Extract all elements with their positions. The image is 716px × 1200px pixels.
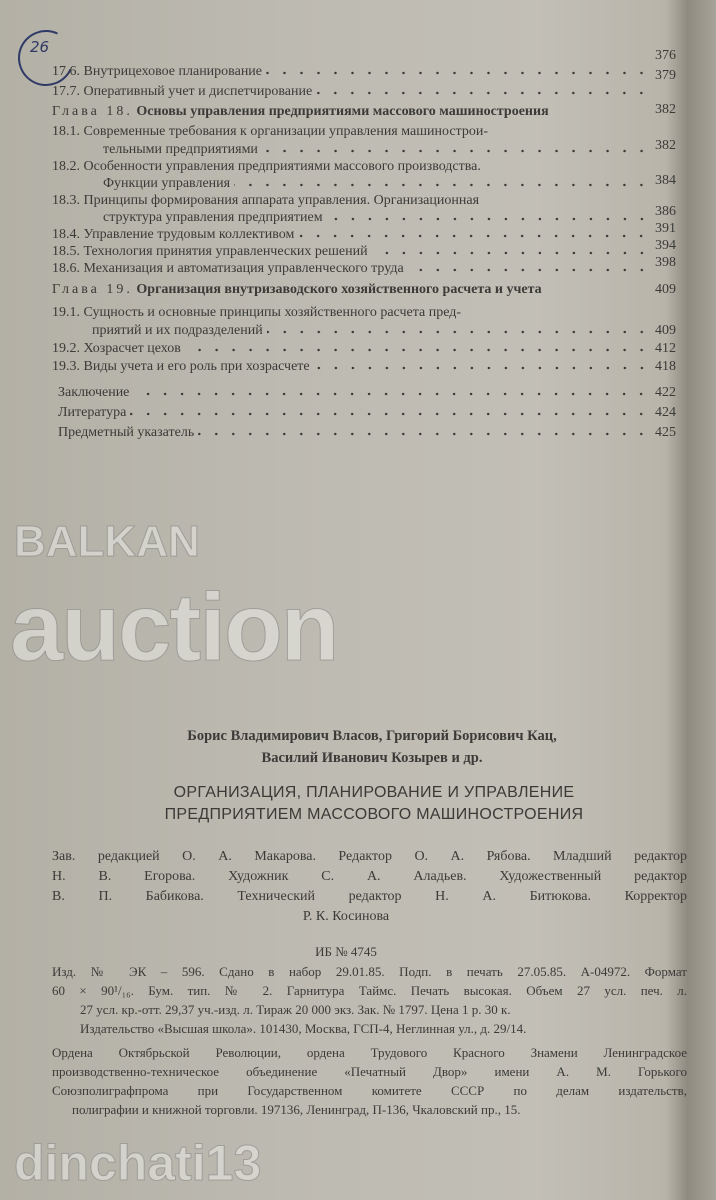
toc-entry-19-3: 19.3. Виды учета и его роль при хозрасчете — [52, 359, 650, 375]
book-title-line: ПРЕДПРИЯТИЕМ МАССОВОГО МАШИНОСТРОЕНИЯ — [164, 806, 584, 823]
toc-entry-19-2: 19.2. Хозрасчет цехов — [52, 341, 650, 357]
toc-entry-18-5: 18.5. Технология принятия управленческих решений — [52, 244, 650, 260]
handwritten-mark: 26 — [30, 38, 50, 56]
publication-line: 27 усл. кр.-отт. 29,37 уч.-изд. л. Тираж 20 000 экз. Зак. № 1797. Цена 1 р. 30 к. — [80, 1002, 511, 1017]
toc-entry-index: Предметный указатель — [58, 425, 650, 441]
toc-entry-19-1: 19.1. Сущность и основные принципы хозяйственного расчета пред- — [52, 305, 462, 320]
toc-entry-conclusion: Заключение — [58, 385, 650, 401]
page-number: 379 — [655, 68, 676, 83]
watermark-auction: auction — [10, 574, 338, 681]
printer-line: полиграфии и книжной торговли. 197136, Ленинград, П-136, Чкаловский пр., 15. — [72, 1102, 521, 1117]
page-number: 391 — [655, 221, 676, 236]
page-number: 424 — [655, 405, 676, 420]
toc-entry-17-7: 17.7. Оперативный учет и диспетчирование — [52, 84, 650, 100]
toc-chapter-18: Глава 18. Основы управления предприятиями массового машиностроения — [52, 104, 549, 119]
toc-entry-19-1-cont: приятий и их подразделений — [92, 323, 650, 339]
toc-entry-18-2-cont: Функции управления — [103, 176, 650, 192]
publication-line: Изд. № ЭК – 596. Сдано в набор 29.01.85. Подп. в печать 27.05.85. А-04972. Формат — [52, 964, 687, 979]
credits-line: Р. К. Косинова — [302, 909, 390, 924]
toc-entry-18-1: 18.1. Современные требования к организации управления машинострои- — [52, 124, 488, 139]
toc-entry-18-4: 18.4. Управление трудовым коллективом — [52, 227, 650, 243]
toc-entry-17-6: 17.6. Внутрицеховое планирование — [52, 64, 650, 80]
page-number: 398 — [655, 255, 676, 270]
page-number: 382 — [655, 138, 676, 153]
page-number: 418 — [655, 359, 676, 374]
ib-number: ИБ № 4745 — [315, 944, 377, 959]
page-number: 382 — [655, 102, 676, 117]
printer-line: Ордена Октябрьской Революции, ордена Трудового Красного Знамени Ленинградское — [52, 1045, 687, 1060]
credits-line: Н. В. Егорова. Художник С. А. Аладьев. Художественный редактор — [52, 869, 687, 884]
publication-line: 60 × 90¹/₁₆. Бум. тип. № 2. Гарнитура Таймс. Печать высокая. Объем 27 усл. печ. л. — [52, 983, 687, 998]
page-number: 422 — [655, 385, 676, 400]
page-number: 384 — [655, 173, 676, 188]
page-number: 412 — [655, 341, 676, 356]
printer-line: Союзполиграфпрома при Государственном комитете СССР по делам издательств, — [52, 1083, 687, 1098]
page-number: 394 — [655, 238, 676, 253]
toc-entry-18-6: 18.6. Механизация и автоматизация управленческого труда — [52, 261, 650, 277]
watermark-balkan: BALKAN — [14, 517, 200, 566]
toc-entry-18-3-cont: структура управления предприятием — [103, 210, 650, 226]
publication-line: Издательство «Высшая школа». 101430, Москва, ГСП-4, Неглинная ул., д. 29/14. — [80, 1021, 527, 1036]
toc-entry-18-1-cont: тельными предприятиями — [103, 142, 650, 158]
page-number: 376 — [655, 48, 676, 63]
toc-entry-18-2: 18.2. Особенности управления предприятиями массового производства. — [52, 159, 481, 174]
credits-line: Зав. редакцией О. А. Макарова. Редактор О. А. Рябова. Младший редактор — [52, 849, 687, 864]
page-number: 425 — [655, 425, 676, 440]
printer-line: производственно-техническое объединение «Печатный Двор» имени А. М. Горького — [52, 1064, 687, 1079]
toc-entry-literature: Литература — [58, 405, 650, 421]
toc-chapter-19: Глава 19. Организация внутризаводского хозяйственного расчета и учета — [52, 282, 542, 297]
authors-line: Василий Иванович Козырев и др. — [261, 750, 483, 766]
page-number: 386 — [655, 204, 676, 219]
credits-line: В. П. Бабикова. Технический редактор Н. А. Битюкова. Корректор — [52, 889, 687, 904]
book-title-line: ОРГАНИЗАЦИЯ, ПЛАНИРОВАНИЕ И УПРАВЛЕНИЕ — [173, 784, 575, 801]
authors-line: Борис Владимирович Власов, Григорий Борисович Кац, — [187, 728, 557, 744]
toc-entry-18-3: 18.3. Принципы формирования аппарата управления. Организационная — [52, 193, 480, 208]
page-number: 409 — [655, 323, 676, 338]
page-number: 409 — [655, 282, 676, 297]
watermark-user: dinchati13 — [14, 1135, 262, 1191]
